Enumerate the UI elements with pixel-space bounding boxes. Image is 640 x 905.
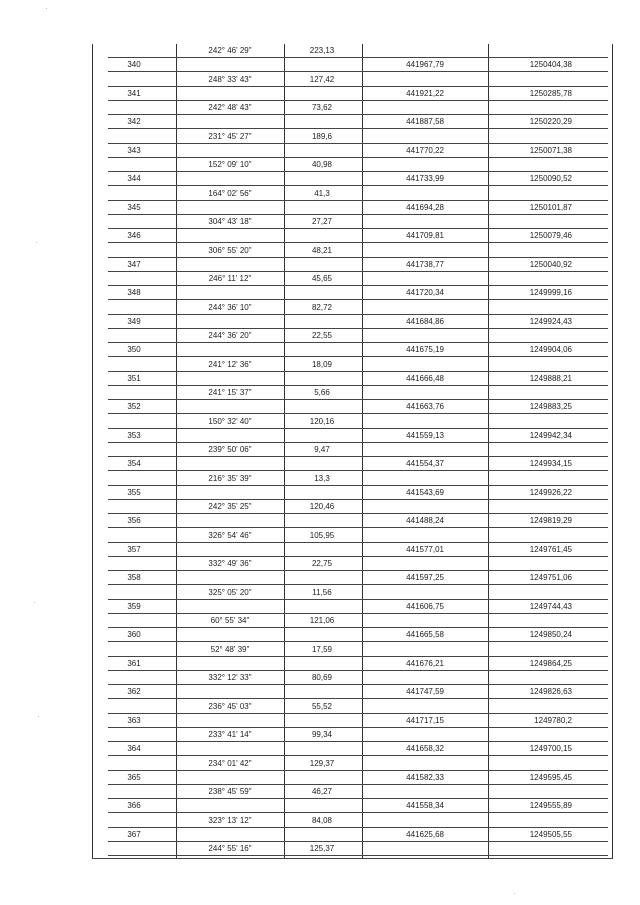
point-number-cell: 365 (127, 772, 141, 782)
x-coordinate-cell: 441658,32 (406, 744, 444, 754)
point-number-cell: 362 (127, 687, 141, 697)
distance-cell: 13,3 (314, 473, 330, 483)
column-divider (362, 44, 363, 859)
angle-cell: 242° 46' 29" (208, 46, 252, 55)
x-coordinate-cell: 441625,68 (406, 829, 444, 839)
distance-cell: 99,34 (311, 730, 333, 739)
y-coordinate-cell: 1250285,78 (529, 88, 572, 98)
y-coordinate-cell: 1249751,06 (529, 573, 572, 583)
row-rule (108, 171, 608, 172)
x-coordinate-cell: 441558,34 (406, 801, 444, 811)
angle-cell: 306° 55' 20" (208, 245, 252, 255)
angle-cell: 332° 12' 33" (208, 673, 252, 682)
x-coordinate-cell: 441559,13 (406, 430, 444, 440)
row-rule (108, 143, 608, 144)
point-number-cell: 353 (127, 430, 141, 440)
row-rule (108, 584, 608, 585)
row-rule (108, 399, 608, 400)
point-number-cell: 355 (127, 487, 141, 497)
row-rule (108, 413, 608, 414)
y-coordinate-cell: 1249934,15 (529, 459, 572, 469)
point-number-cell: 366 (127, 801, 141, 811)
x-coordinate-cell: 441606,75 (406, 601, 444, 611)
row-rule (108, 128, 608, 129)
distance-cell: 105,95 (309, 530, 335, 540)
x-coordinate-cell: 441684,86 (406, 316, 444, 326)
angle-cell: 304° 43' 18" (208, 217, 252, 226)
x-coordinate-cell: 441554,37 (406, 459, 444, 469)
x-coordinate-cell: 441665,58 (406, 630, 444, 640)
x-coordinate-cell: 441488,24 (406, 516, 444, 526)
row-rule (108, 214, 608, 215)
y-coordinate-cell: 1249819,29 (529, 516, 572, 526)
column-divider (176, 44, 177, 859)
angle-cell: 239° 50' 06" (208, 445, 252, 454)
table-border-right (612, 44, 613, 859)
point-number-cell: 348 (127, 288, 141, 298)
row-rule (108, 356, 608, 357)
row-rule (108, 798, 608, 799)
row-rule (108, 570, 608, 571)
distance-cell: 120,46 (309, 502, 335, 511)
row-rule (108, 271, 608, 272)
angle-cell: 52° 48' 39" (210, 644, 250, 654)
point-number-cell: 345 (127, 202, 141, 212)
distance-cell: 22,55 (311, 331, 333, 340)
angle-cell: 246° 11' 12" (208, 274, 252, 283)
point-number-cell: 363 (127, 715, 141, 725)
column-divider (284, 44, 285, 859)
y-coordinate-cell: 1249850,24 (529, 630, 572, 640)
angle-cell: 332° 49' 36" (208, 559, 252, 568)
x-coordinate-cell: 441733,99 (406, 174, 444, 184)
y-coordinate-cell: 1249744,43 (529, 601, 572, 611)
scan-speck (514, 893, 515, 894)
row-rule (108, 342, 608, 343)
y-coordinate-cell: 1250090,52 (529, 174, 572, 184)
row-rule (108, 86, 608, 87)
distance-cell: 40,98 (311, 160, 333, 169)
y-coordinate-cell: 1250101,87 (529, 202, 572, 212)
angle-cell: 236° 45' 03" (208, 701, 252, 711)
point-number-cell: 351 (127, 373, 141, 383)
angle-cell: 248° 33' 43" (208, 74, 252, 84)
point-number-cell: 358 (127, 573, 141, 583)
point-number-cell: 343 (127, 145, 141, 155)
x-coordinate-cell: 441747,59 (406, 687, 444, 697)
x-coordinate-cell: 441676,21 (406, 658, 444, 668)
row-rule (108, 613, 608, 614)
point-number-cell: 359 (127, 601, 141, 611)
angle-cell: 323° 13' 12" (208, 815, 252, 825)
scan-speck (34, 602, 35, 603)
row-rule (108, 812, 608, 813)
x-coordinate-cell: 441709,81 (406, 231, 444, 241)
column-divider (488, 44, 489, 859)
row-rule (108, 684, 608, 685)
x-coordinate-cell: 441967,79 (406, 60, 444, 70)
x-coordinate-cell: 441597,25 (406, 573, 444, 583)
row-rule (108, 200, 608, 201)
point-number-cell: 356 (127, 516, 141, 526)
distance-cell: 55,52 (311, 701, 333, 711)
row-rule (108, 470, 608, 471)
row-rule (108, 299, 608, 300)
x-coordinate-cell: 441694,28 (406, 202, 444, 212)
point-number-cell: 350 (127, 345, 141, 355)
point-number-cell: 349 (127, 316, 141, 326)
row-rule (108, 727, 608, 728)
point-number-cell: 342 (127, 117, 141, 127)
scan-speck (46, 8, 47, 9)
y-coordinate-cell: 1249864,25 (529, 658, 572, 668)
row-rule (108, 485, 608, 486)
distance-cell: 80,69 (311, 673, 333, 682)
x-coordinate-cell: 441887,58 (406, 117, 444, 127)
distance-cell: 41,3 (314, 188, 330, 198)
y-coordinate-cell: 1249883,25 (529, 402, 572, 412)
row-rule (108, 827, 608, 828)
row-rule (108, 185, 608, 186)
angle-cell: 326° 54' 46" (208, 530, 252, 540)
x-coordinate-cell: 441921,22 (406, 88, 444, 98)
row-rule (108, 371, 608, 372)
distance-cell: 5,66 (314, 388, 330, 397)
y-coordinate-cell: 1249942,34 (529, 430, 572, 440)
row-rule (108, 228, 608, 229)
distance-cell: 48,21 (311, 245, 333, 255)
x-coordinate-cell: 441717,15 (406, 715, 444, 725)
x-coordinate-cell: 441675,19 (406, 345, 444, 355)
x-coordinate-cell: 441666,48 (406, 373, 444, 383)
point-number-cell: 360 (127, 630, 141, 640)
y-coordinate-cell: 1249904,06 (529, 345, 572, 355)
y-coordinate-cell: 1249888,21 (529, 373, 572, 383)
x-coordinate-cell: 441543,69 (406, 487, 444, 497)
table-border-left (92, 44, 93, 859)
table-border-bottom (92, 858, 613, 859)
row-rule (108, 855, 608, 856)
row-rule (108, 57, 608, 58)
angle-cell: 325° 05' 20" (208, 587, 252, 597)
angle-cell: 244° 55' 16" (208, 844, 252, 853)
distance-cell: 73,62 (311, 103, 333, 112)
angle-cell: 216° 35' 39" (208, 473, 252, 483)
y-coordinate-cell: 1249826,63 (529, 687, 572, 697)
distance-cell: 120,16 (309, 416, 335, 426)
point-number-cell: 357 (127, 544, 141, 554)
distance-cell: 11,56 (312, 587, 332, 597)
distance-cell: 22,75 (311, 559, 333, 568)
row-rule (108, 656, 608, 657)
angle-cell: 231° 45' 27" (208, 131, 252, 141)
distance-cell: 27,27 (311, 217, 333, 226)
distance-cell: 45,65 (311, 274, 333, 283)
row-rule (108, 385, 608, 386)
row-rule (108, 698, 608, 699)
row-rule (108, 841, 608, 842)
point-number-cell: 344 (127, 174, 141, 184)
angle-cell: 60° 55' 34" (210, 616, 250, 625)
distance-cell: 17,59 (311, 644, 333, 654)
row-rule (108, 100, 608, 101)
distance-cell: 82,72 (311, 302, 333, 312)
x-coordinate-cell: 441770,22 (406, 145, 444, 155)
angle-cell: 244° 36' 10" (208, 302, 252, 312)
distance-cell: 9,47 (314, 445, 330, 454)
scan-speck (38, 716, 39, 717)
row-rule (108, 71, 608, 72)
point-number-cell: 346 (127, 231, 141, 241)
distance-cell: 18,09 (311, 359, 333, 369)
y-coordinate-cell: 1249780,2 (534, 715, 572, 725)
angle-cell: 233° 41' 14" (208, 730, 252, 739)
row-rule (108, 784, 608, 785)
angle-cell: 241° 12' 36" (208, 359, 252, 369)
row-rule (108, 641, 608, 642)
distance-cell: 125,37 (309, 844, 335, 853)
angle-cell: 242° 48' 43" (208, 103, 252, 112)
distance-cell: 121,06 (309, 616, 335, 625)
distance-cell: 127,42 (309, 74, 335, 84)
angle-cell: 242° 35' 25" (208, 502, 252, 511)
point-number-cell: 340 (127, 60, 141, 70)
y-coordinate-cell: 1250071,38 (529, 145, 572, 155)
row-rule (108, 428, 608, 429)
row-rule (108, 527, 608, 528)
row-rule (108, 456, 608, 457)
y-coordinate-cell: 1249555,89 (529, 801, 572, 811)
y-coordinate-cell: 1249999,16 (529, 288, 572, 298)
row-rule (108, 513, 608, 514)
point-number-cell: 341 (127, 88, 141, 98)
y-coordinate-cell: 1250220,29 (529, 117, 572, 127)
y-coordinate-cell: 1249595,45 (529, 772, 572, 782)
y-coordinate-cell: 1249505,55 (529, 829, 572, 839)
y-coordinate-cell: 1249926,22 (529, 487, 572, 497)
row-rule (108, 114, 608, 115)
angle-cell: 244° 36' 20" (208, 331, 252, 340)
row-rule (108, 713, 608, 714)
x-coordinate-cell: 441720,34 (406, 288, 444, 298)
point-number-cell: 352 (127, 402, 141, 412)
y-coordinate-cell: 1250079,46 (529, 231, 572, 241)
y-coordinate-cell: 1250040,92 (529, 259, 572, 269)
row-rule (108, 770, 608, 771)
distance-cell: 129,37 (309, 758, 335, 768)
point-number-cell: 354 (127, 459, 141, 469)
row-rule (108, 599, 608, 600)
distance-cell: 84,08 (311, 815, 333, 825)
x-coordinate-cell: 441663,76 (406, 402, 444, 412)
row-rule (108, 755, 608, 756)
angle-cell: 238° 45' 59" (208, 787, 252, 796)
row-rule (108, 328, 608, 329)
row-rule (108, 242, 608, 243)
row-rule (108, 314, 608, 315)
row-rule (108, 442, 608, 443)
y-coordinate-cell: 1249700,15 (529, 744, 572, 754)
y-coordinate-cell: 1250404,38 (529, 60, 572, 70)
row-rule (108, 542, 608, 543)
distance-cell: 189,6 (311, 131, 333, 141)
point-number-cell: 364 (127, 744, 141, 754)
row-rule (108, 741, 608, 742)
row-rule (108, 627, 608, 628)
point-number-cell: 367 (127, 829, 141, 839)
row-rule (108, 157, 608, 158)
distance-cell: 46,27 (311, 787, 333, 796)
distance-cell: 223,13 (309, 46, 335, 55)
row-rule (108, 670, 608, 671)
angle-cell: 241° 15' 37" (208, 388, 252, 397)
point-number-cell: 361 (127, 658, 141, 668)
point-number-cell: 347 (127, 259, 141, 269)
angle-cell: 152° 09' 10" (208, 160, 252, 169)
row-rule (108, 556, 608, 557)
x-coordinate-cell: 441738,77 (406, 259, 444, 269)
angle-cell: 164° 02' 56" (208, 188, 252, 198)
row-rule (108, 499, 608, 500)
angle-cell: 234° 01' 42" (208, 758, 252, 768)
y-coordinate-cell: 1249924,43 (529, 316, 572, 326)
scan-speck (36, 242, 37, 243)
row-rule (108, 257, 608, 258)
y-coordinate-cell: 1249761,45 (529, 544, 572, 554)
angle-cell: 150° 32' 40" (208, 416, 252, 426)
x-coordinate-cell: 441577,01 (406, 544, 444, 554)
row-rule (108, 285, 608, 286)
x-coordinate-cell: 441582,33 (406, 772, 444, 782)
